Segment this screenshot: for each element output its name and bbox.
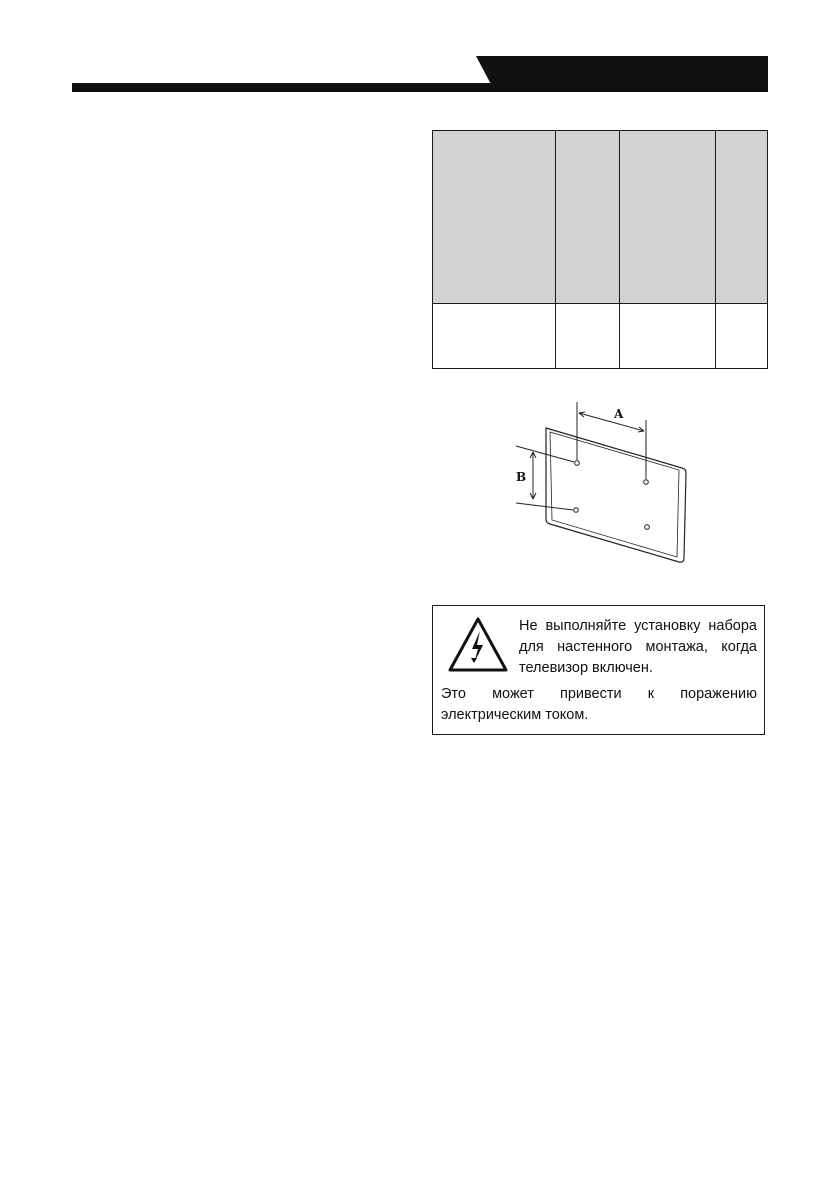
- mounting-holes: [574, 461, 650, 530]
- dimension-label-a: A: [614, 407, 624, 421]
- table-cell: [620, 304, 716, 369]
- section-title: [500, 62, 760, 84]
- electric-shock-warning: [432, 605, 765, 735]
- tv-back-panel: [546, 428, 686, 562]
- table-header-cell: [716, 131, 768, 304]
- table-cell: [433, 304, 556, 369]
- warning-sub-text: Это может привести к поражению электрическим током.: [441, 686, 757, 723]
- wall-mount-spec-table: [432, 130, 768, 369]
- table-cell: [716, 304, 768, 369]
- table-row: [433, 304, 768, 369]
- table-cell: [556, 304, 620, 369]
- electric-shock-warning-icon: [447, 616, 509, 674]
- warning-main-text: Не выполняйте установку набора для настенного монтажа, когда телевизор включен.: [519, 618, 757, 676]
- table-header-cell: [433, 131, 556, 304]
- tv-mounting-holes-diagram: [512, 400, 692, 572]
- table-header-row: [433, 131, 768, 304]
- table-header-cell: [620, 131, 716, 304]
- dimension-label-b: B: [516, 470, 527, 484]
- table-header-cell: [556, 131, 620, 304]
